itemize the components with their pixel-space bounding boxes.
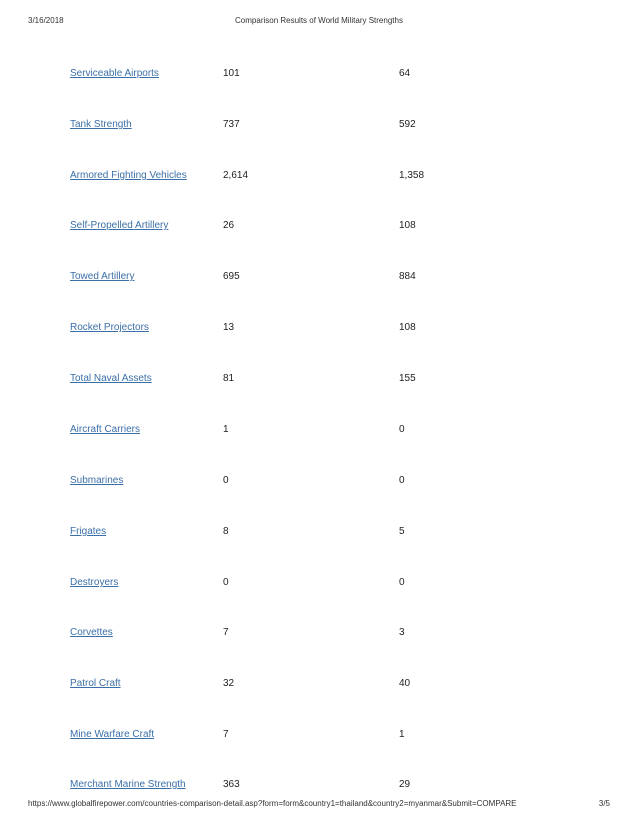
comparison-row: [0, 271, 638, 287]
country1-value: 737: [223, 119, 240, 130]
comparison-row: [0, 373, 638, 389]
comparison-row: [0, 424, 638, 440]
stat-link-rocket-projectors[interactable]: Rocket Projectors: [70, 322, 149, 333]
country1-value: 0: [223, 475, 229, 486]
country1-value: 695: [223, 271, 240, 282]
country2-value: 3: [399, 627, 405, 638]
page-title: Comparison Results of World Military Strengths: [235, 16, 403, 25]
comparison-row: [0, 627, 638, 643]
stat-link-total-naval-assets[interactable]: Total Naval Assets: [70, 373, 152, 384]
country2-value: 0: [399, 424, 405, 435]
country2-value: 884: [399, 271, 416, 282]
comparison-row: [0, 220, 638, 236]
comparison-row: [0, 678, 638, 694]
comparison-row: [0, 119, 638, 135]
comparison-row: [0, 68, 638, 84]
country1-value: 7: [223, 729, 229, 740]
country1-value: 26: [223, 220, 235, 231]
comparison-row: [0, 577, 638, 593]
country2-value: 64: [399, 68, 411, 79]
country1-value: 7: [223, 627, 229, 638]
footer-url: https://www.globalfirepower.com/countries-comparison-detail.asp?form=form&country1=thailand&country2=myanmar&Submit=COMPARE: [28, 799, 517, 808]
stat-link-submarines[interactable]: Submarines: [70, 475, 124, 486]
country1-value: 0: [223, 577, 229, 588]
country1-value: 101: [223, 68, 240, 79]
country2-value: 108: [399, 322, 416, 333]
stat-link-frigates[interactable]: Frigates: [70, 526, 107, 537]
comparison-row: [0, 779, 638, 795]
country1-value: 2,614: [223, 170, 249, 181]
country1-value: 1: [223, 424, 229, 435]
country2-value: 592: [399, 119, 416, 130]
country2-value: 40: [399, 678, 411, 689]
country1-value: 81: [223, 373, 235, 384]
stat-link-towed-artillery[interactable]: Towed Artillery: [70, 271, 135, 282]
country2-value: 0: [399, 577, 405, 588]
stat-link-aircraft-carriers[interactable]: Aircraft Carriers: [70, 424, 141, 435]
stat-link-merchant-marine-strength[interactable]: Merchant Marine Strength: [70, 779, 186, 790]
country2-value: 155: [399, 373, 416, 384]
print-date: 3/16/2018: [28, 16, 64, 25]
comparison-row: [0, 170, 638, 186]
country1-value: 13: [223, 322, 235, 333]
comparison-row: [0, 475, 638, 491]
country1-value: 32: [223, 678, 235, 689]
stat-link-destroyers[interactable]: Destroyers: [70, 577, 119, 588]
country2-value: 108: [399, 220, 416, 231]
country1-value: 363: [223, 779, 240, 790]
country2-value: 29: [399, 779, 411, 790]
stat-link-serviceable-airports[interactable]: Serviceable Airports: [70, 68, 159, 79]
stat-link-armored-fighting-vehicles[interactable]: Armored Fighting Vehicles: [70, 170, 187, 181]
country2-value: 1,358: [399, 170, 425, 181]
country2-value: 1: [399, 729, 405, 740]
comparison-row: [0, 526, 638, 542]
country2-value: 0: [399, 475, 405, 486]
stat-link-self-propelled-artillery[interactable]: Self-Propelled Artillery: [70, 220, 169, 231]
page-number: 3/5: [598, 799, 610, 808]
country2-value: 5: [399, 526, 405, 537]
stat-link-tank-strength[interactable]: Tank Strength: [70, 119, 132, 130]
country1-value: 8: [223, 526, 229, 537]
stat-link-mine-warfare-craft[interactable]: Mine Warfare Craft: [70, 729, 155, 740]
stat-link-patrol-craft[interactable]: Patrol Craft: [70, 678, 121, 689]
comparison-row: [0, 729, 638, 745]
comparison-row: [0, 322, 638, 338]
stat-link-corvettes[interactable]: Corvettes: [70, 627, 113, 638]
